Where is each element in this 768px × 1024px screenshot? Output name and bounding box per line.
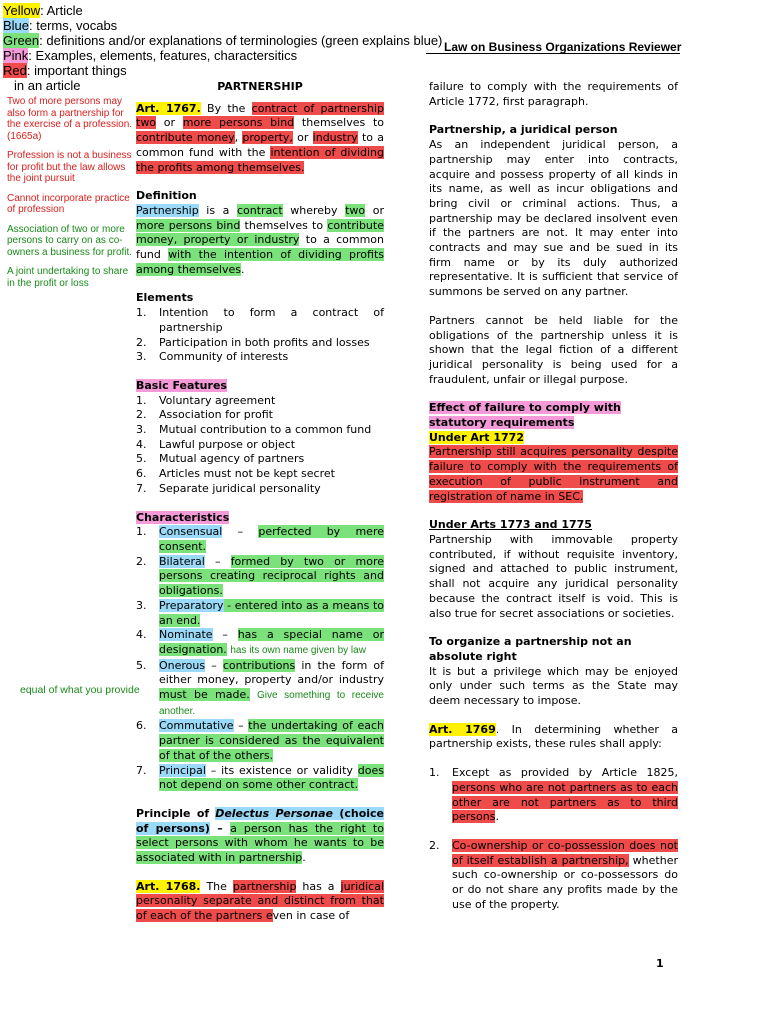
legend-pink — [3, 48, 423, 63]
partners-liability-text: Partners cannot be held liable for the obligations of the partnership unless it is shown that the legal fiction of a different juridical personality is being used for a fraudulent, unfair or illegal purpose. — [429, 313, 678, 386]
legend-key: Blue — [3, 18, 30, 33]
section-title: PARTNERSHIP — [217, 80, 303, 93]
list-item: 2. Participation in both profits and losses — [136, 335, 370, 349]
left-column — [136, 80, 384, 924]
article-label: Art. 1767. — [136, 101, 201, 115]
effect-text: Partnership still acquires personality despite failure to comply with the requirements of execution of public instrument and registration of name in SEC. — [429, 445, 678, 503]
juridical-person-text: As an independent juridical person, a partnership may enter into contracts, acquire and possess property of all kinds in its name, as well as incur obligations and bring civil or criminal actions. Thus, a partnership may be declared insolvent even if the partners are not. It may enter into contracts and may sue and be sued in its firm name or by its duly authorized representative. It is sufficient that service of summons be served on any partner. — [429, 138, 678, 299]
under-art-1772: Under Art 1772 — [429, 430, 524, 444]
legend-text: in an article — [14, 78, 81, 93]
organize-text: It is but a privilege which may be enjoyed only under such terms as the State may deem necessary to impose. — [429, 664, 678, 708]
legend-green — [3, 33, 443, 48]
legend-key: Green — [3, 33, 40, 48]
list-item: 7. Separate juridical personality — [136, 481, 321, 495]
article-1769: Art. 1769. In determining whether a partnership exists, these rules shall apply: — [429, 722, 678, 751]
legend-text: : Examples, elements, features, charactersitics — [28, 48, 298, 63]
elements-list — [136, 306, 384, 365]
basic-features-heading: Basic Features — [136, 378, 227, 392]
delectus-personae-principle: Principle of Delectus Personae (choice of persons) – a person has the right to select persons with whom he wants to be associated with in partnership. — [136, 806, 385, 865]
list-item: 1. Except as provided by Article 1825, persons who are not partners as to each other are not partners as to third persons. — [429, 766, 678, 824]
page-number: 1 — [656, 957, 664, 970]
document-header-title: Law on Business Organizations Reviewer — [444, 40, 682, 54]
list-item: 3. Preparatory - entered into as a means to an end. — [136, 598, 384, 627]
elements-heading: Elements — [136, 291, 194, 305]
effect-heading: Effect of failure to comply with statutory requirements — [429, 401, 621, 430]
margin-note-green: Association of two or more persons to carry on as co-owners a business for profit. — [7, 223, 133, 258]
definition-text: Partnership is a contract whereby two or more persons bind themselves to contribute money, property or industry to a common fund with the intention of dividing profits among themselves. — [136, 203, 385, 276]
arts-1773-text: Partnership with immovable property contributed, if without requisite inventory, signed and attached to public instrument, shall not acquire any juridical personality because the contract itself is void. This is also true for secret associations or societies. — [429, 532, 678, 620]
list-item: 1. Intention to form a contract of partnership — [136, 306, 384, 334]
margin-note-green: A joint undertaking to share in the profit or loss — [7, 266, 129, 289]
list-item: 1. Consensual – perfected by mere consent. — [136, 525, 384, 553]
list-item: 3. Mutual contribution to a common fund — [136, 423, 372, 437]
legend-text: : Article — [40, 3, 83, 18]
legend-text: : definitions and/or explanations of terminologies (green explains blue) — [39, 33, 443, 48]
margin-note-onerous: equal of what you provide — [20, 684, 140, 696]
characteristics-heading: Characteristics — [136, 510, 230, 524]
margin-note-red: Profession is not a business for profit but the law allows the joint pursuit — [7, 150, 132, 184]
legend-yellow — [3, 3, 423, 18]
list-item: 2. Association for profit — [136, 408, 273, 422]
article-label: Art. 1769 — [429, 722, 496, 736]
list-item: 2. Bilateral – formed by two or more persons creating reciprocal rights and obligations. — [136, 554, 384, 598]
article-1768: Art. 1768. The partnership has a juridical personality separate and distinct from that of each of the partners even in case of — [136, 879, 385, 923]
header-rule — [426, 53, 680, 54]
article-1767: Art. 1767. By the contract of partnership two or more persons bind themselves to contribute money, property, or industry to a common fund with the intention of dividing the profits among themselves. — [136, 101, 385, 174]
legend-key: Pink — [3, 48, 29, 63]
list-item: 3. Community of interests — [136, 350, 289, 364]
legend-blue — [3, 18, 423, 33]
list-item: 2. Co-ownership or co-possession does not of itself establish a partnership, whether such co-ownership or co-possessors do or do not share any profits made by the use of the property. — [429, 838, 678, 911]
basic-features-list — [136, 394, 384, 497]
list-item: 1. Voluntary agreement — [136, 393, 276, 407]
legend-key: Yellow — [3, 3, 41, 18]
legend-text: : important things — [26, 63, 127, 78]
article-label: Art. 1768. — [136, 879, 201, 893]
list-item: 6. Commutative – the undertaking of each partner is considered as the equivalent of that of the others. — [136, 719, 384, 762]
list-item: 5. Mutual agency of partners — [136, 452, 305, 466]
margin-note-red: Two of more persons may also form a partnership for the exercise of a profession. (1665a) — [7, 96, 133, 142]
article-1768-continued: failure to comply with the requirements of Article 1772, first paragraph. — [429, 80, 678, 108]
list-item: 6. Articles must not be kept secret — [136, 467, 335, 481]
inline-note: Give something to receive another. — [159, 690, 384, 717]
list-item: 5. Onerous – contributions in the form of either money, property and/or industry must be made. Give something to receive another. — [136, 658, 384, 717]
under-arts-1773-1775: Under Arts 1773 and 1775 — [429, 518, 592, 532]
right-column — [429, 80, 678, 912]
article-1769-rules — [429, 766, 678, 912]
inline-note: has its own name given by law — [230, 644, 366, 656]
organize-heading: To organize a partnership not an absolute right — [429, 635, 632, 663]
juridical-person-heading: Partnership, a juridical person — [429, 123, 618, 137]
definition-heading: Definition — [136, 189, 197, 203]
margin-note-red: Cannot incorporate practice of profession — [7, 192, 130, 215]
legend-text: : terms, vocabs — [29, 18, 118, 33]
legend-red — [3, 63, 423, 78]
margin-notes — [7, 96, 135, 297]
list-item: 4. Nominate – has a special name or designation. has its own name given by law — [136, 628, 384, 656]
list-item: 4. Lawful purpose or object — [136, 437, 296, 451]
characteristics-list — [136, 525, 384, 793]
list-item: 7. Principal – its existence or validity does not depend on some other contract. — [136, 763, 384, 792]
legend-key: Red — [3, 63, 27, 78]
